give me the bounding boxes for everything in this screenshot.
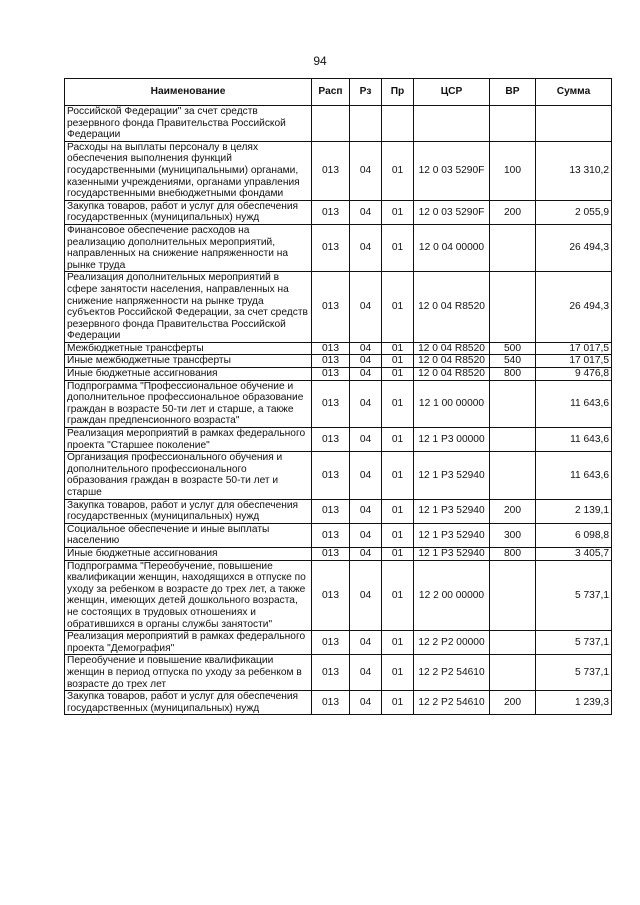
- col-header-rz: Рз: [350, 79, 382, 106]
- cell-csr: 12 1 P3 52940: [414, 547, 490, 560]
- cell-pr: 01: [382, 272, 414, 343]
- budget-table: [64, 78, 612, 715]
- cell-rasp: 013: [312, 560, 350, 631]
- table-row: [65, 342, 612, 355]
- cell-rasp: 013: [312, 691, 350, 715]
- cell-pr: 01: [382, 523, 414, 547]
- cell-rz: 04: [350, 631, 382, 655]
- cell-rz: 04: [350, 200, 382, 224]
- cell-pr: 01: [382, 428, 414, 452]
- table-row: [65, 355, 612, 368]
- cell-rasp: 013: [312, 655, 350, 691]
- cell-vr: 200: [490, 691, 536, 715]
- cell-rz: 04: [350, 224, 382, 271]
- table-row: [65, 380, 612, 427]
- cell-sum: 2 055,9: [536, 200, 612, 224]
- cell-pr: 01: [382, 380, 414, 427]
- cell-rasp: 013: [312, 224, 350, 271]
- cell-pr: 01: [382, 141, 414, 200]
- cell-pr: 01: [382, 355, 414, 368]
- cell-rz: 04: [350, 655, 382, 691]
- cell-rz: 04: [350, 560, 382, 631]
- cell-sum: 11 643,6: [536, 380, 612, 427]
- cell-csr: 12 1 P3 00000: [414, 428, 490, 452]
- cell-sum: 3 405,7: [536, 547, 612, 560]
- cell-sum: 5 737,1: [536, 631, 612, 655]
- cell-vr: [490, 428, 536, 452]
- cell-rasp: 013: [312, 200, 350, 224]
- cell-sum: 26 494,3: [536, 224, 612, 271]
- cell-vr: [490, 631, 536, 655]
- cell-rasp: 013: [312, 141, 350, 200]
- cell-csr: 12 0 03 5290F: [414, 200, 490, 224]
- cell-rz: 04: [350, 380, 382, 427]
- table-row: [65, 631, 612, 655]
- cell-rasp: 013: [312, 428, 350, 452]
- table-header-row: [65, 79, 612, 106]
- cell-name: Межбюджетные трансферты: [65, 342, 312, 355]
- cell-pr: 01: [382, 560, 414, 631]
- cell-csr: 12 1 P3 52940: [414, 452, 490, 499]
- page-number: 94: [313, 54, 327, 68]
- cell-sum: 13 310,2: [536, 141, 612, 200]
- cell-sum: 11 643,6: [536, 452, 612, 499]
- cell-vr: [490, 655, 536, 691]
- cell-pr: 01: [382, 499, 414, 523]
- cell-rasp: 013: [312, 380, 350, 427]
- cell-csr: 12 0 04 R8520: [414, 272, 490, 343]
- table-row: [65, 547, 612, 560]
- table-row: [65, 428, 612, 452]
- cell-vr: 200: [490, 200, 536, 224]
- cell-pr: 01: [382, 691, 414, 715]
- table-row: [65, 452, 612, 499]
- cell-vr: [490, 452, 536, 499]
- cell-name: Подпрограмма "Переобучение, повышение квалификации женщин, находящихся в отпуске по уходу за ребенком в возрасте до трех лет, а также женщин, имеющих детей дошкольного возраста, не состоящих в трудовых отношениях и обратившихся в органы службы занятости": [65, 560, 312, 631]
- table-row: [65, 655, 612, 691]
- cell-vr: [490, 106, 536, 142]
- cell-sum: 5 737,1: [536, 655, 612, 691]
- cell-rasp: 013: [312, 523, 350, 547]
- cell-name: Переобучение и повышение квалификации женщин в период отпуска по уходу за ребенком в возрасте до трех лет: [65, 655, 312, 691]
- cell-csr: 12 2 00 00000: [414, 560, 490, 631]
- cell-name: Реализация мероприятий в рамках федерального проекта "Демография": [65, 631, 312, 655]
- cell-name: Иные бюджетные ассигнования: [65, 547, 312, 560]
- cell-rz: 04: [350, 355, 382, 368]
- cell-sum: 26 494,3: [536, 272, 612, 343]
- cell-name: Иные бюджетные ассигнования: [65, 368, 312, 381]
- table-row: [65, 141, 612, 200]
- cell-csr: 12 0 04 00000: [414, 224, 490, 271]
- cell-pr: 01: [382, 368, 414, 381]
- cell-sum: 9 476,8: [536, 368, 612, 381]
- table-row: [65, 224, 612, 271]
- cell-sum: 1 239,3: [536, 691, 612, 715]
- cell-rz: 04: [350, 141, 382, 200]
- cell-vr: 800: [490, 547, 536, 560]
- cell-sum: 5 737,1: [536, 560, 612, 631]
- table-row: [65, 691, 612, 715]
- cell-vr: 300: [490, 523, 536, 547]
- cell-sum: 6 098,8: [536, 523, 612, 547]
- cell-pr: 01: [382, 655, 414, 691]
- cell-vr: 540: [490, 355, 536, 368]
- col-header-pr: Пр: [382, 79, 414, 106]
- cell-name: Расходы на выплаты персоналу в целях обеспечения выполнения функций государственными (муниципальными) органами, казенными учреждениями, органами управления государственными внебюджетными фондами: [65, 141, 312, 200]
- cell-rasp: 013: [312, 631, 350, 655]
- cell-rz: 04: [350, 523, 382, 547]
- cell-name: Закупка товаров, работ и услуг для обеспечения государственных (муниципальных) нужд: [65, 691, 312, 715]
- cell-vr: 500: [490, 342, 536, 355]
- col-header-csr: ЦСР: [414, 79, 490, 106]
- cell-rasp: 013: [312, 355, 350, 368]
- table-row: [65, 499, 612, 523]
- cell-vr: [490, 380, 536, 427]
- cell-sum: 2 139,1: [536, 499, 612, 523]
- cell-pr: 01: [382, 631, 414, 655]
- cell-vr: 800: [490, 368, 536, 381]
- cell-rasp: 013: [312, 272, 350, 343]
- table-row: [65, 272, 612, 343]
- cell-sum: 11 643,6: [536, 428, 612, 452]
- cell-rasp: 013: [312, 342, 350, 355]
- cell-csr: [414, 106, 490, 142]
- cell-rz: 04: [350, 499, 382, 523]
- cell-rasp: 013: [312, 547, 350, 560]
- cell-rz: 04: [350, 691, 382, 715]
- col-header-vr: ВР: [490, 79, 536, 106]
- cell-pr: 01: [382, 342, 414, 355]
- cell-vr: [490, 224, 536, 271]
- cell-pr: 01: [382, 224, 414, 271]
- cell-rasp: 013: [312, 499, 350, 523]
- cell-csr: 12 2 P2 54610: [414, 691, 490, 715]
- table-row: [65, 560, 612, 631]
- cell-rasp: [312, 106, 350, 142]
- cell-rz: [350, 106, 382, 142]
- cell-name: Организация профессионального обучения и дополнительного профессионального образования граждан в возрасте 50-ти лет и старше: [65, 452, 312, 499]
- cell-name: Реализация дополнительных мероприятий в сфере занятости населения, направленных на снижение напряженности на рынке труда субъектов Российской Федерации, за счет средств резервного фонда Правительства Российской Федерации: [65, 272, 312, 343]
- cell-csr: 12 2 P2 54610: [414, 655, 490, 691]
- cell-csr: 12 0 03 5290F: [414, 141, 490, 200]
- cell-name: Финансовое обеспечение расходов на реализацию дополнительных мероприятий, направленных на снижение напряженности на рынке труда: [65, 224, 312, 271]
- cell-csr: 12 1 P3 52940: [414, 499, 490, 523]
- table-row: [65, 368, 612, 381]
- cell-csr: 12 0 04 R8520: [414, 368, 490, 381]
- cell-name: Российской Федерации" за счет средств резервного фонда Правительства Российской Федерации: [65, 106, 312, 142]
- cell-rasp: 013: [312, 452, 350, 499]
- cell-name: Закупка товаров, работ и услуг для обеспечения государственных (муниципальных) нужд: [65, 200, 312, 224]
- cell-sum: [536, 106, 612, 142]
- table-row: [65, 200, 612, 224]
- cell-name: Социальное обеспечение и иные выплаты населению: [65, 523, 312, 547]
- cell-vr: 200: [490, 499, 536, 523]
- cell-name: Реализация мероприятий в рамках федерального проекта "Старшее поколение": [65, 428, 312, 452]
- cell-sum: 17 017,5: [536, 342, 612, 355]
- cell-pr: 01: [382, 452, 414, 499]
- cell-csr: 12 0 04 R8520: [414, 355, 490, 368]
- cell-vr: [490, 272, 536, 343]
- cell-pr: [382, 106, 414, 142]
- table-row: [65, 523, 612, 547]
- cell-rz: 04: [350, 428, 382, 452]
- cell-vr: [490, 560, 536, 631]
- cell-sum: 17 017,5: [536, 355, 612, 368]
- cell-csr: 12 2 P2 00000: [414, 631, 490, 655]
- cell-name: Иные межбюджетные трансферты: [65, 355, 312, 368]
- cell-vr: 100: [490, 141, 536, 200]
- cell-csr: 12 1 P3 52940: [414, 523, 490, 547]
- cell-rz: 04: [350, 547, 382, 560]
- col-header-name: Наименование: [65, 79, 312, 106]
- cell-rasp: 013: [312, 368, 350, 381]
- cell-rz: 04: [350, 368, 382, 381]
- cell-pr: 01: [382, 547, 414, 560]
- col-header-rasp: Расп: [312, 79, 350, 106]
- cell-pr: 01: [382, 200, 414, 224]
- cell-name: Закупка товаров, работ и услуг для обеспечения государственных (муниципальных) нужд: [65, 499, 312, 523]
- cell-csr: 12 1 00 00000: [414, 380, 490, 427]
- table-row: [65, 106, 612, 142]
- col-header-sum: Сумма: [536, 79, 612, 106]
- cell-csr: 12 0 04 R8520: [414, 342, 490, 355]
- cell-rz: 04: [350, 272, 382, 343]
- cell-rz: 04: [350, 452, 382, 499]
- cell-name: Подпрограмма "Профессиональное обучение и дополнительное профессиональное образование граждан в возрасте 50-ти лет и старше, а также граждан предпенсионного возраста": [65, 380, 312, 427]
- cell-rz: 04: [350, 342, 382, 355]
